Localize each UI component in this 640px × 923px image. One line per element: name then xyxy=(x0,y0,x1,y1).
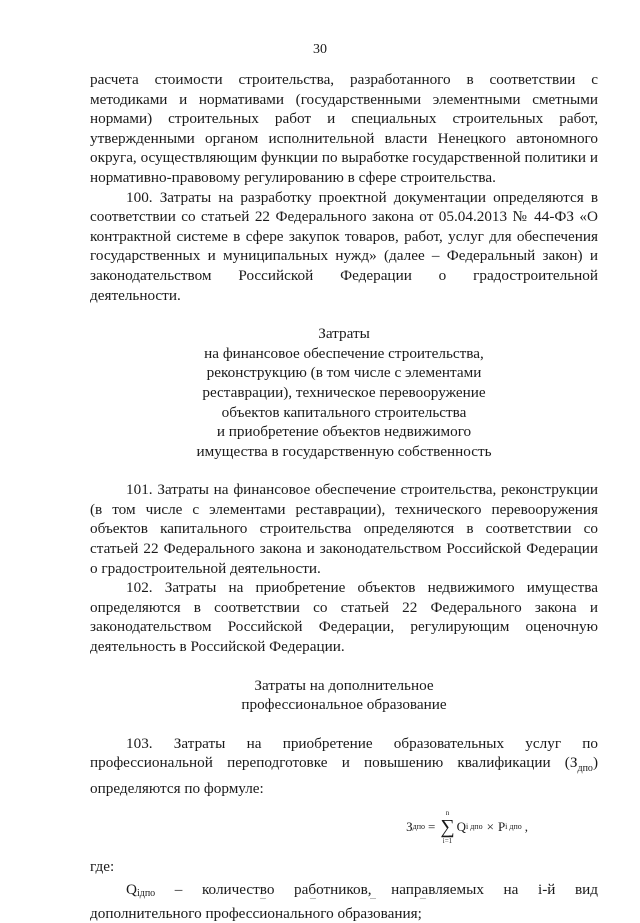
sum-upper-limit: n xyxy=(445,808,450,817)
paragraph-101: 101. Затраты на финансовое обеспечение строительства, реконструкции (в том числе с элементами реставрации), технического перевооружения объектов капитального строительства определяются в соответствии со статьей 22 Федерального закона и законодательством Российской Федерации о градостроительной деятельности. xyxy=(90,481,598,577)
formula-q: Q xyxy=(456,818,467,834)
sum-operator xyxy=(440,809,454,845)
formula-block xyxy=(90,803,598,851)
document-body xyxy=(90,70,598,923)
scan-mark xyxy=(310,898,316,899)
definition-q-text: – количество работников, направляемых на i-й вид дополнительного профессионального образования; xyxy=(90,881,598,922)
definition-q-subscript: iдпо xyxy=(136,888,156,900)
paragraph-102: 102. Затраты на приобретение объектов недвижимого имущества определяются в соответствии со статьей 22 Федерального закона и законодательством Российской Федерации, регулирующим оценочную деятельность в Российской Федерации. xyxy=(90,579,598,656)
scan-artifact-marks xyxy=(250,896,430,902)
formula-lhs-subscript: дпо xyxy=(412,821,426,831)
sigma-symbol: ∑ xyxy=(440,815,455,838)
paragraph-103-subscript: дпо xyxy=(577,763,593,775)
definition-q-symbol: Q xyxy=(126,881,137,899)
formula-tail: , xyxy=(524,818,528,834)
definition-q-term xyxy=(126,881,155,898)
scan-mark xyxy=(420,898,426,899)
where-label: где: xyxy=(90,857,115,875)
formula-times: × xyxy=(486,818,494,834)
paragraph-100: 100. Затраты на разработку проектной документации определяются в соответствии со статьей 22 Федерального закона от 05.04.2013 № 44-ФЗ «О контрактной системе в сфере закупок товаров, работ, услуг для обеспечения государственных и муниципальных нужд» (далее – Федеральный закон) и законодательством Российской Федерации о градостроительной деятельности. xyxy=(90,188,598,304)
paragraph-103 xyxy=(90,734,598,799)
page-number: 30 xyxy=(313,42,327,57)
sum-lower-limit: i=1 xyxy=(442,836,453,845)
paragraph-103-end: ) определяются по формуле: xyxy=(90,754,598,798)
scan-mark xyxy=(260,898,266,899)
formula-lhs: З xyxy=(406,818,413,834)
section-heading-capital-construction: Затраты на финансовое обеспечение строительства, реконструкцию (в том числе с элементами реставрации), техническое перевооружение объектов капитального строительства и приобретение объектов недвижимого имущества в государственную собственность xyxy=(196,325,492,460)
paragraph-103-text: 103. Затраты на приобретение образовательных услуг по профессиональной переподготовке и повышению квалификации (З xyxy=(90,734,598,772)
scan-mark xyxy=(370,898,376,899)
formula-p-subscript: i дпо xyxy=(505,821,522,831)
section-heading-professional-education: Затраты на дополнительное профессиональное образование xyxy=(241,676,447,714)
formula xyxy=(406,809,528,845)
formula-q-subscript: i дпо xyxy=(466,821,483,831)
formula-equals: = xyxy=(428,818,436,834)
formula-p: P xyxy=(497,818,506,834)
paragraph-intro: расчета стоимости строительства, разработанного в соответствии с методиками и нормативами (государственными элементными сметными нормами) строительных работ и специальных строительных работ, утвержденными органом исполнительной власти Ненецкого автономного округа, осуществляющим функции по выработке государственной политики и нормативно-правовому регулированию в сфере строительства. xyxy=(90,71,598,186)
